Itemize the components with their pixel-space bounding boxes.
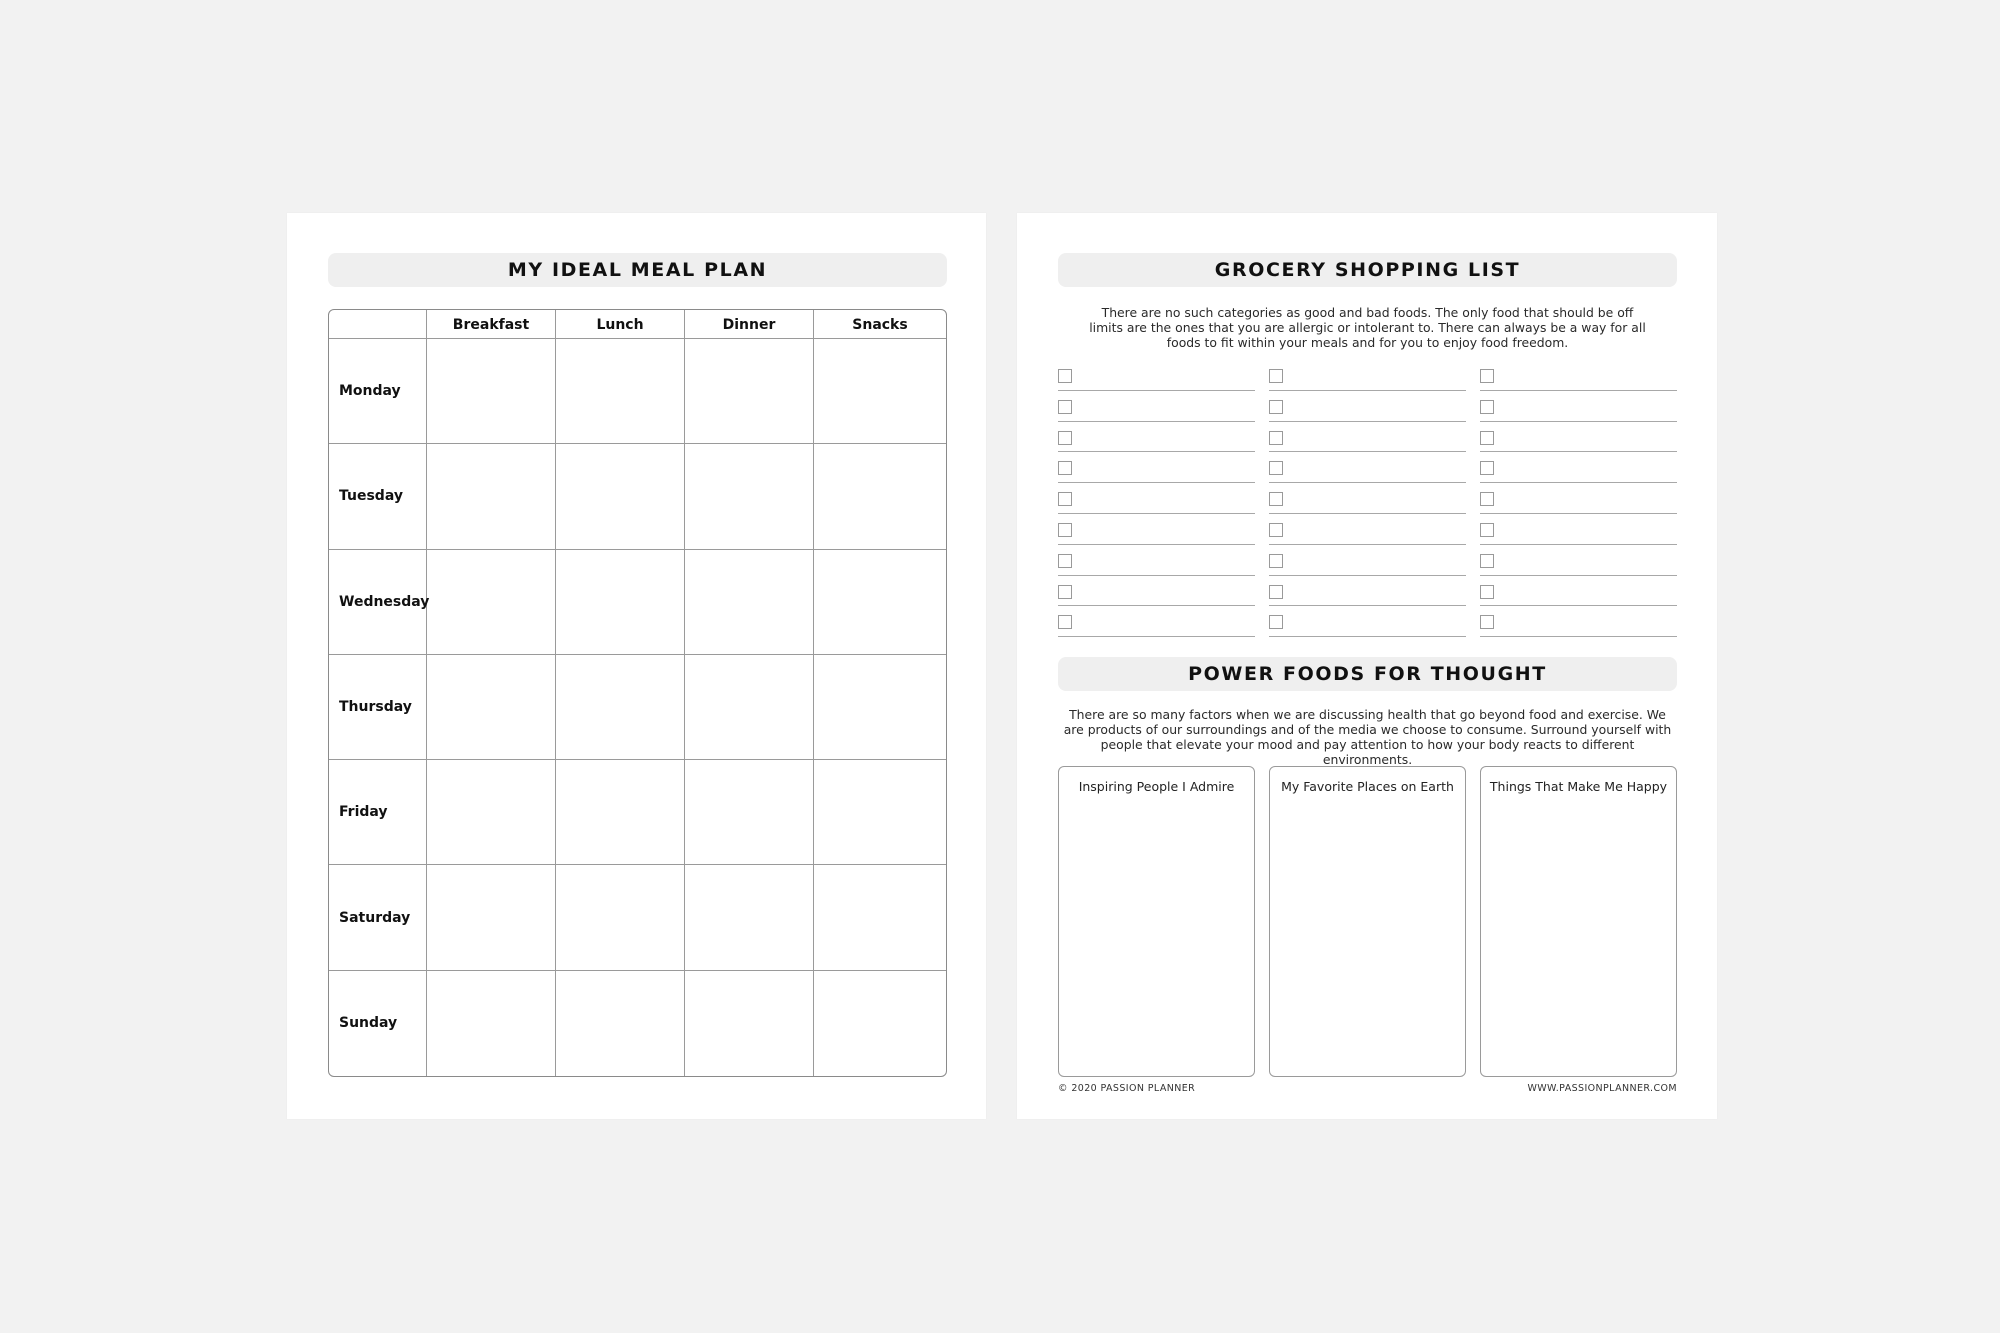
row-header-tuesday: Tuesday (329, 444, 427, 549)
checkbox[interactable] (1058, 400, 1072, 414)
meal-cell[interactable] (685, 760, 814, 865)
box-title: Things That Make Me Happy (1489, 779, 1668, 794)
grocery-intro-text: There are no such categories as good and bad foods. The only food that should be off limits are the ones that you are allergic or intolerant to. There can always be a way for all foods to fit within your meals and for you to enjoy food freedom. (1089, 305, 1646, 350)
grocery-item-line[interactable] (1480, 514, 1677, 545)
meal-cell[interactable] (427, 655, 556, 760)
meal-cell[interactable] (685, 865, 814, 970)
row-header-friday: Friday (329, 760, 427, 865)
checkbox[interactable] (1058, 554, 1072, 568)
checkbox[interactable] (1269, 400, 1283, 414)
meal-cell[interactable] (814, 655, 946, 760)
row-header-monday: Monday (329, 339, 427, 444)
meal-cell[interactable] (685, 339, 814, 444)
checkbox[interactable] (1480, 585, 1494, 599)
grocery-item-line[interactable] (1269, 422, 1466, 453)
checkbox[interactable] (1269, 615, 1283, 629)
checkbox[interactable] (1480, 369, 1494, 383)
checkbox[interactable] (1269, 492, 1283, 506)
checkbox[interactable] (1269, 523, 1283, 537)
grocery-item-line[interactable] (1269, 391, 1466, 422)
meal-cell[interactable] (427, 760, 556, 865)
grocery-item-line[interactable] (1480, 545, 1677, 576)
meal-cell[interactable] (814, 444, 946, 549)
checkbox[interactable] (1058, 615, 1072, 629)
meal-plan-title: MY IDEAL MEAL PLAN (328, 253, 947, 287)
grocery-item-line[interactable] (1269, 514, 1466, 545)
checkbox[interactable] (1269, 369, 1283, 383)
meal-cell[interactable] (814, 865, 946, 970)
inspiring-people-box[interactable] (1058, 766, 1255, 1077)
checkbox[interactable] (1058, 523, 1072, 537)
checkbox[interactable] (1269, 461, 1283, 475)
meal-cell[interactable] (685, 655, 814, 760)
grocery-item-line[interactable] (1269, 360, 1466, 391)
checkbox[interactable] (1269, 554, 1283, 568)
happy-things-box[interactable] (1480, 766, 1677, 1077)
meal-cell[interactable] (556, 444, 685, 549)
grocery-item-line[interactable] (1480, 452, 1677, 483)
grocery-item-line[interactable] (1480, 360, 1677, 391)
checkbox[interactable] (1480, 492, 1494, 506)
grocery-item-line[interactable] (1269, 483, 1466, 514)
meal-cell[interactable] (427, 444, 556, 549)
grocery-item-line[interactable] (1058, 576, 1255, 607)
meal-cell[interactable] (685, 550, 814, 655)
meal-cell[interactable] (427, 865, 556, 970)
grocery-item-line[interactable] (1058, 514, 1255, 545)
grocery-item-line[interactable] (1058, 391, 1255, 422)
column-header-breakfast: Breakfast (427, 310, 556, 339)
table-corner-cell (329, 310, 427, 339)
checkbox[interactable] (1480, 431, 1494, 445)
column-header-snacks: Snacks (814, 310, 946, 339)
grocery-page (1017, 213, 1717, 1119)
meal-cell[interactable] (814, 760, 946, 865)
grocery-item-line[interactable] (1058, 545, 1255, 576)
grocery-item-line[interactable] (1480, 391, 1677, 422)
grocery-item-line[interactable] (1058, 483, 1255, 514)
meal-plan-table (328, 309, 947, 1077)
row-header-wednesday: Wednesday (329, 550, 427, 655)
column-header-lunch: Lunch (556, 310, 685, 339)
meal-cell[interactable] (685, 971, 814, 1076)
column-header-dinner: Dinner (685, 310, 814, 339)
grocery-column-1 (1058, 360, 1255, 637)
grocery-item-line[interactable] (1269, 545, 1466, 576)
meal-cell[interactable] (814, 339, 946, 444)
checkbox[interactable] (1480, 615, 1494, 629)
grocery-column-2 (1269, 360, 1466, 637)
power-foods-title: POWER FOODS FOR THOUGHT (1058, 657, 1677, 691)
meal-cell[interactable] (556, 760, 685, 865)
meal-cell[interactable] (814, 971, 946, 1076)
grocery-list-title: GROCERY SHOPPING LIST (1058, 253, 1677, 287)
checkbox[interactable] (1058, 492, 1072, 506)
meal-cell[interactable] (556, 550, 685, 655)
meal-cell[interactable] (427, 550, 556, 655)
grocery-item-line[interactable] (1058, 606, 1255, 637)
meal-cell[interactable] (556, 655, 685, 760)
row-header-sunday: Sunday (329, 971, 427, 1076)
meal-cell[interactable] (556, 971, 685, 1076)
meal-cell[interactable] (556, 865, 685, 970)
meal-cell[interactable] (685, 444, 814, 549)
grocery-item-line[interactable] (1480, 483, 1677, 514)
checkbox[interactable] (1480, 400, 1494, 414)
grocery-item-line[interactable] (1480, 576, 1677, 607)
copyright-footer: © 2020 PASSION PLANNER (1058, 1083, 1196, 1094)
grocery-item-line[interactable] (1058, 360, 1255, 391)
grocery-item-line[interactable] (1058, 452, 1255, 483)
row-header-saturday: Saturday (329, 865, 427, 970)
checkbox[interactable] (1058, 461, 1072, 475)
grocery-item-line[interactable] (1480, 606, 1677, 637)
grocery-item-line[interactable] (1058, 422, 1255, 453)
grocery-item-line[interactable] (1269, 576, 1466, 607)
grocery-column-3 (1480, 360, 1677, 637)
meal-cell[interactable] (427, 339, 556, 444)
website-footer: WWW.PASSIONPLANNER.COM (1527, 1083, 1677, 1094)
power-foods-intro-text: There are so many factors when we are discussing health that go beyond food and exercise. We are products of our surroundings and of the media we choose to consume. Surround yourself with people that elevate your mood and pay attention to how your body reacts to different environments. (1063, 707, 1672, 767)
checkbox[interactable] (1058, 431, 1072, 445)
favorite-places-box[interactable] (1269, 766, 1466, 1077)
row-header-thursday: Thursday (329, 655, 427, 760)
checkbox[interactable] (1480, 461, 1494, 475)
box-title: My Favorite Places on Earth (1281, 779, 1454, 794)
meal-cell[interactable] (556, 339, 685, 444)
meal-plan-page (287, 213, 986, 1119)
checkbox[interactable] (1269, 431, 1283, 445)
grocery-item-line[interactable] (1269, 606, 1466, 637)
checkbox[interactable] (1269, 585, 1283, 599)
meal-cell[interactable] (814, 550, 946, 655)
checkbox[interactable] (1480, 554, 1494, 568)
checkbox[interactable] (1058, 369, 1072, 383)
grocery-item-line[interactable] (1269, 452, 1466, 483)
meal-cell[interactable] (427, 971, 556, 1076)
checkbox[interactable] (1058, 585, 1072, 599)
grocery-item-line[interactable] (1480, 422, 1677, 453)
checkbox[interactable] (1480, 523, 1494, 537)
box-title: Inspiring People I Admire (1078, 779, 1235, 794)
